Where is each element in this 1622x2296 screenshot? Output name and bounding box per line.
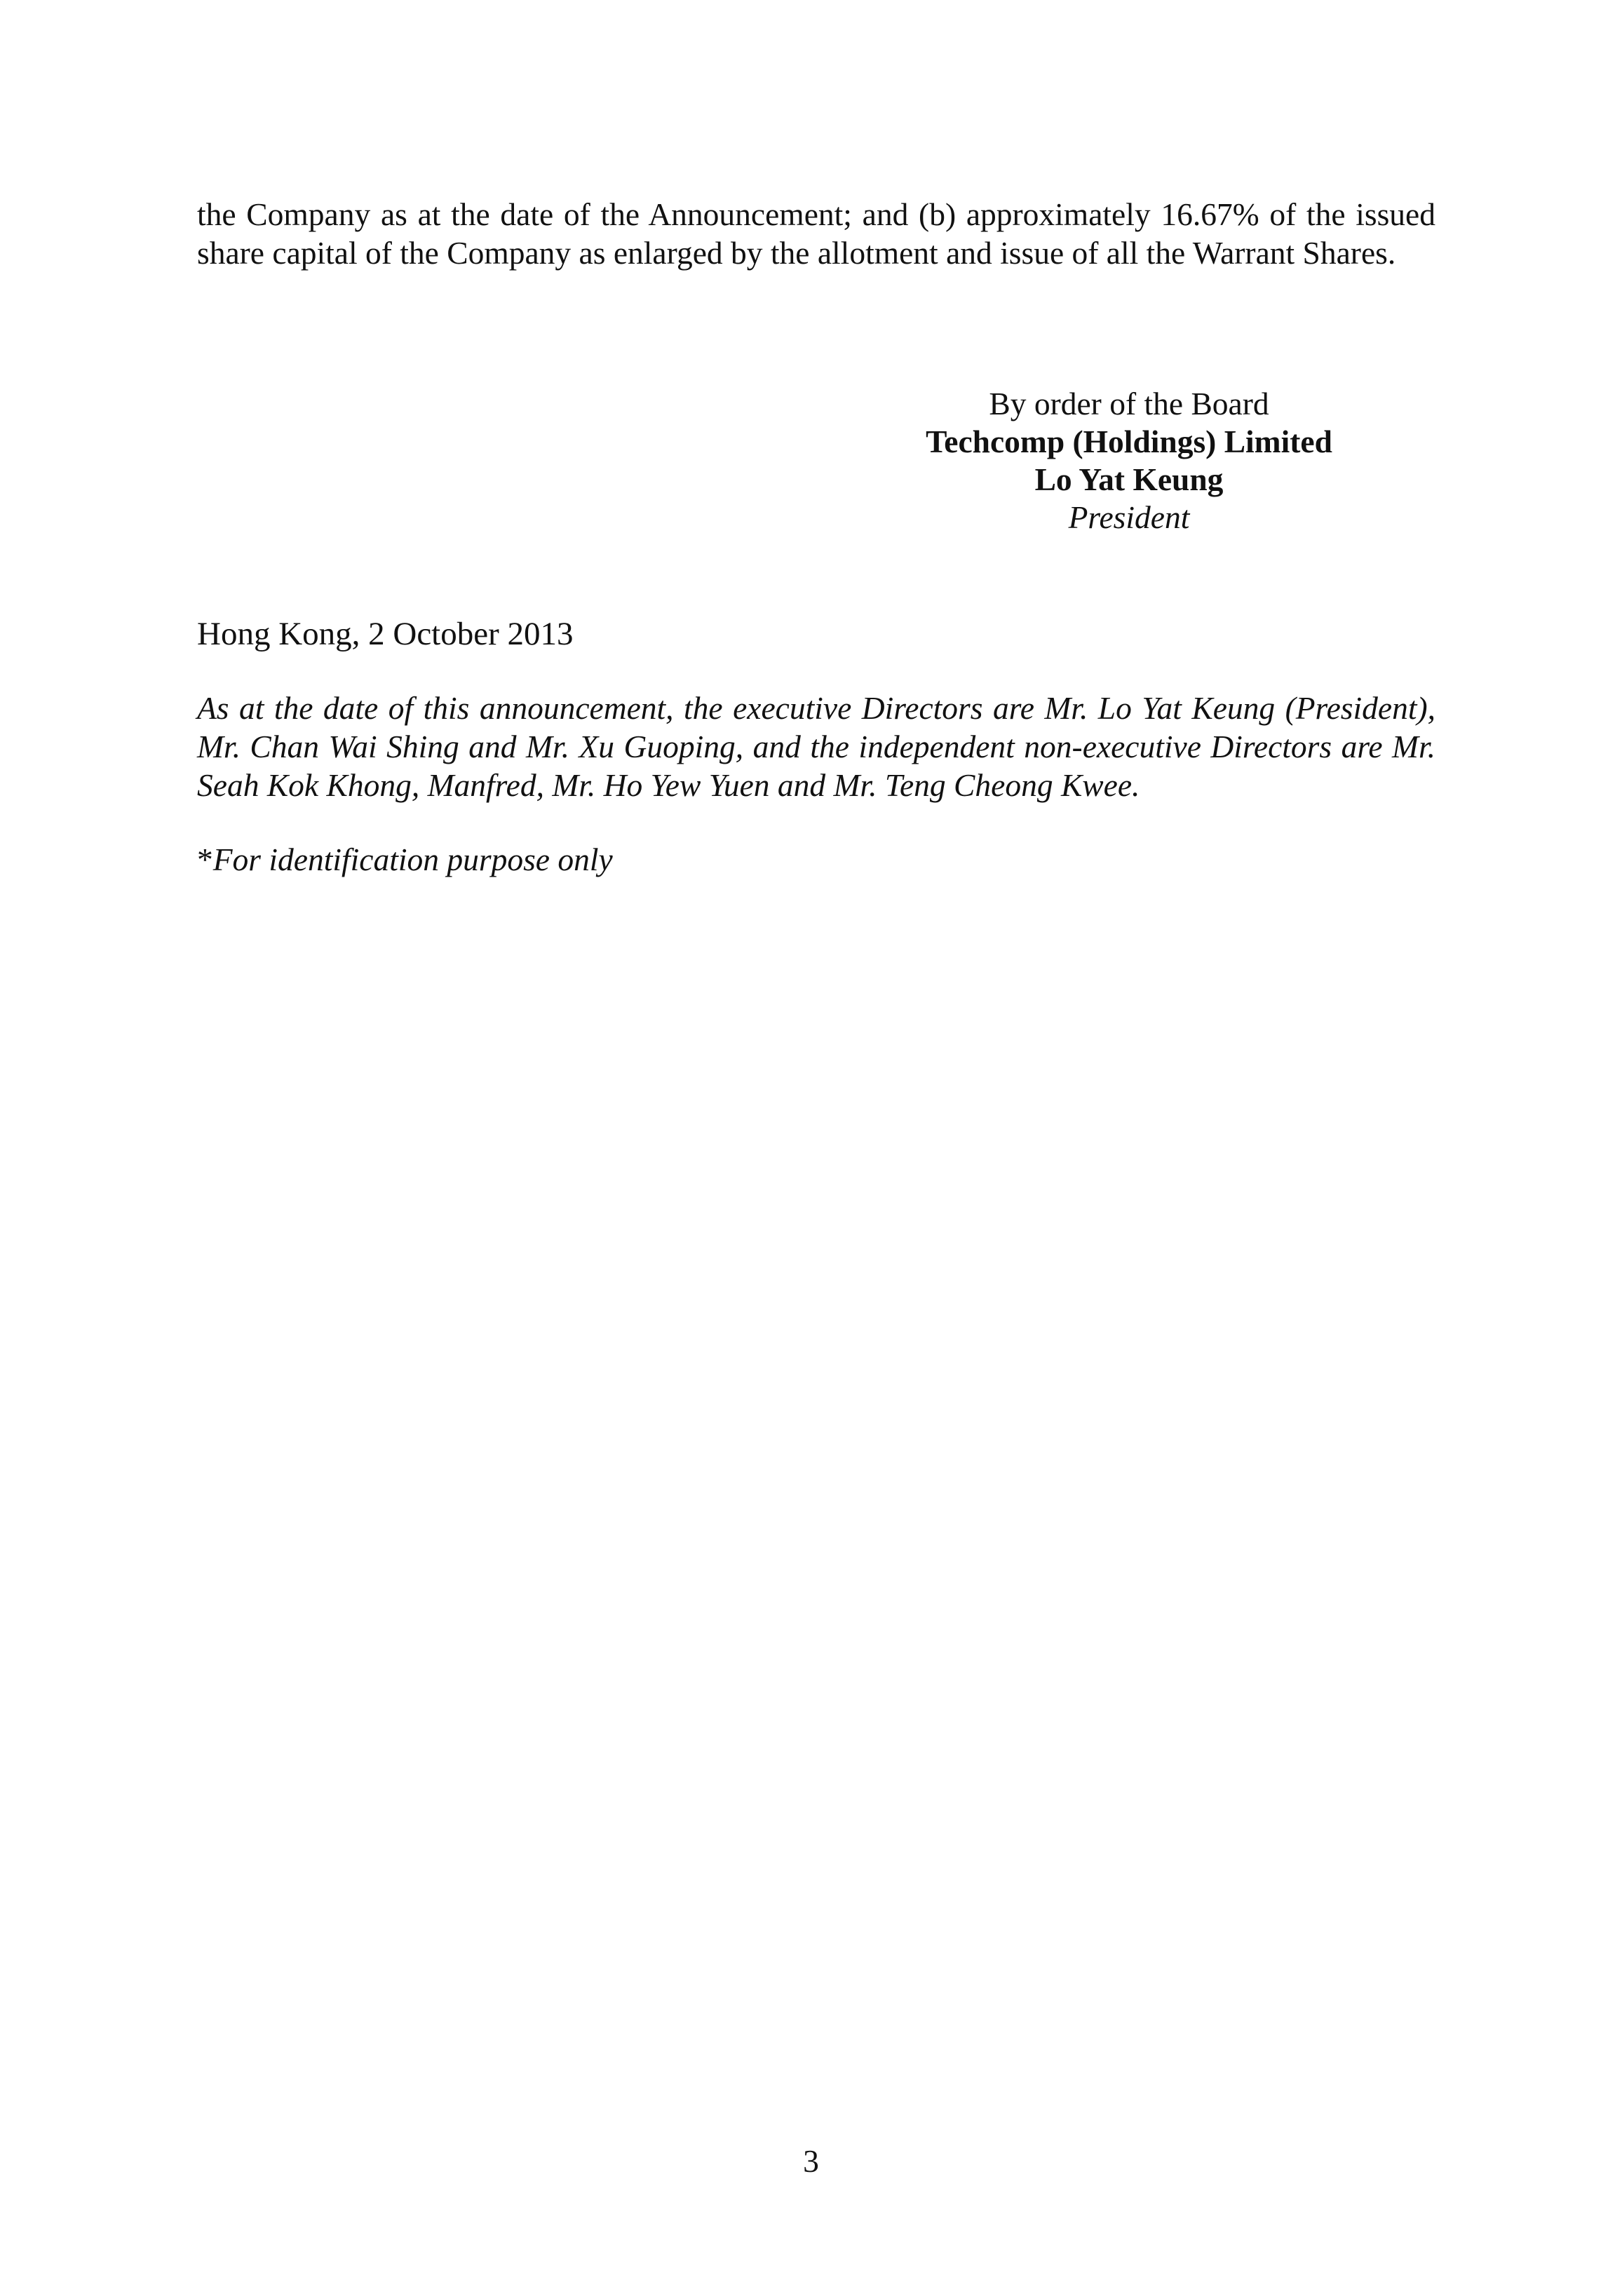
order-line: By order of the Board bbox=[989, 386, 1269, 421]
page-number: 3 bbox=[803, 2143, 819, 2179]
company-name: Techcomp (Holdings) Limited bbox=[926, 424, 1332, 459]
signature-block bbox=[842, 385, 1417, 536]
directors-note: As at the date of this announcement, the executive Directors are Mr. Lo Yat Keung (President), Mr. Chan Wai Shing and Mr. Xu Guoping, and the independent non-executive Directors are Mr. Seah Kok Khong, Manfred, Mr. Ho Yew Yuen and Mr. Teng Cheong Kwee. bbox=[197, 690, 1435, 803]
footnote bbox=[197, 840, 613, 879]
place-date: Hong Kong, 2 October 2013 bbox=[197, 616, 574, 652]
opening-paragraph: the Company as at the date of the Announcement; and (b) approximately 16.67% of the issued share capital of the Company as enlarged by the allotment and issue of all the Warrant Shares. bbox=[197, 196, 1435, 271]
footnote-marker: * bbox=[197, 842, 213, 877]
signatory-name: Lo Yat Keung bbox=[1034, 461, 1224, 497]
signatory-title: President bbox=[1068, 499, 1190, 535]
footnote-text: For identification purpose only bbox=[212, 842, 613, 877]
